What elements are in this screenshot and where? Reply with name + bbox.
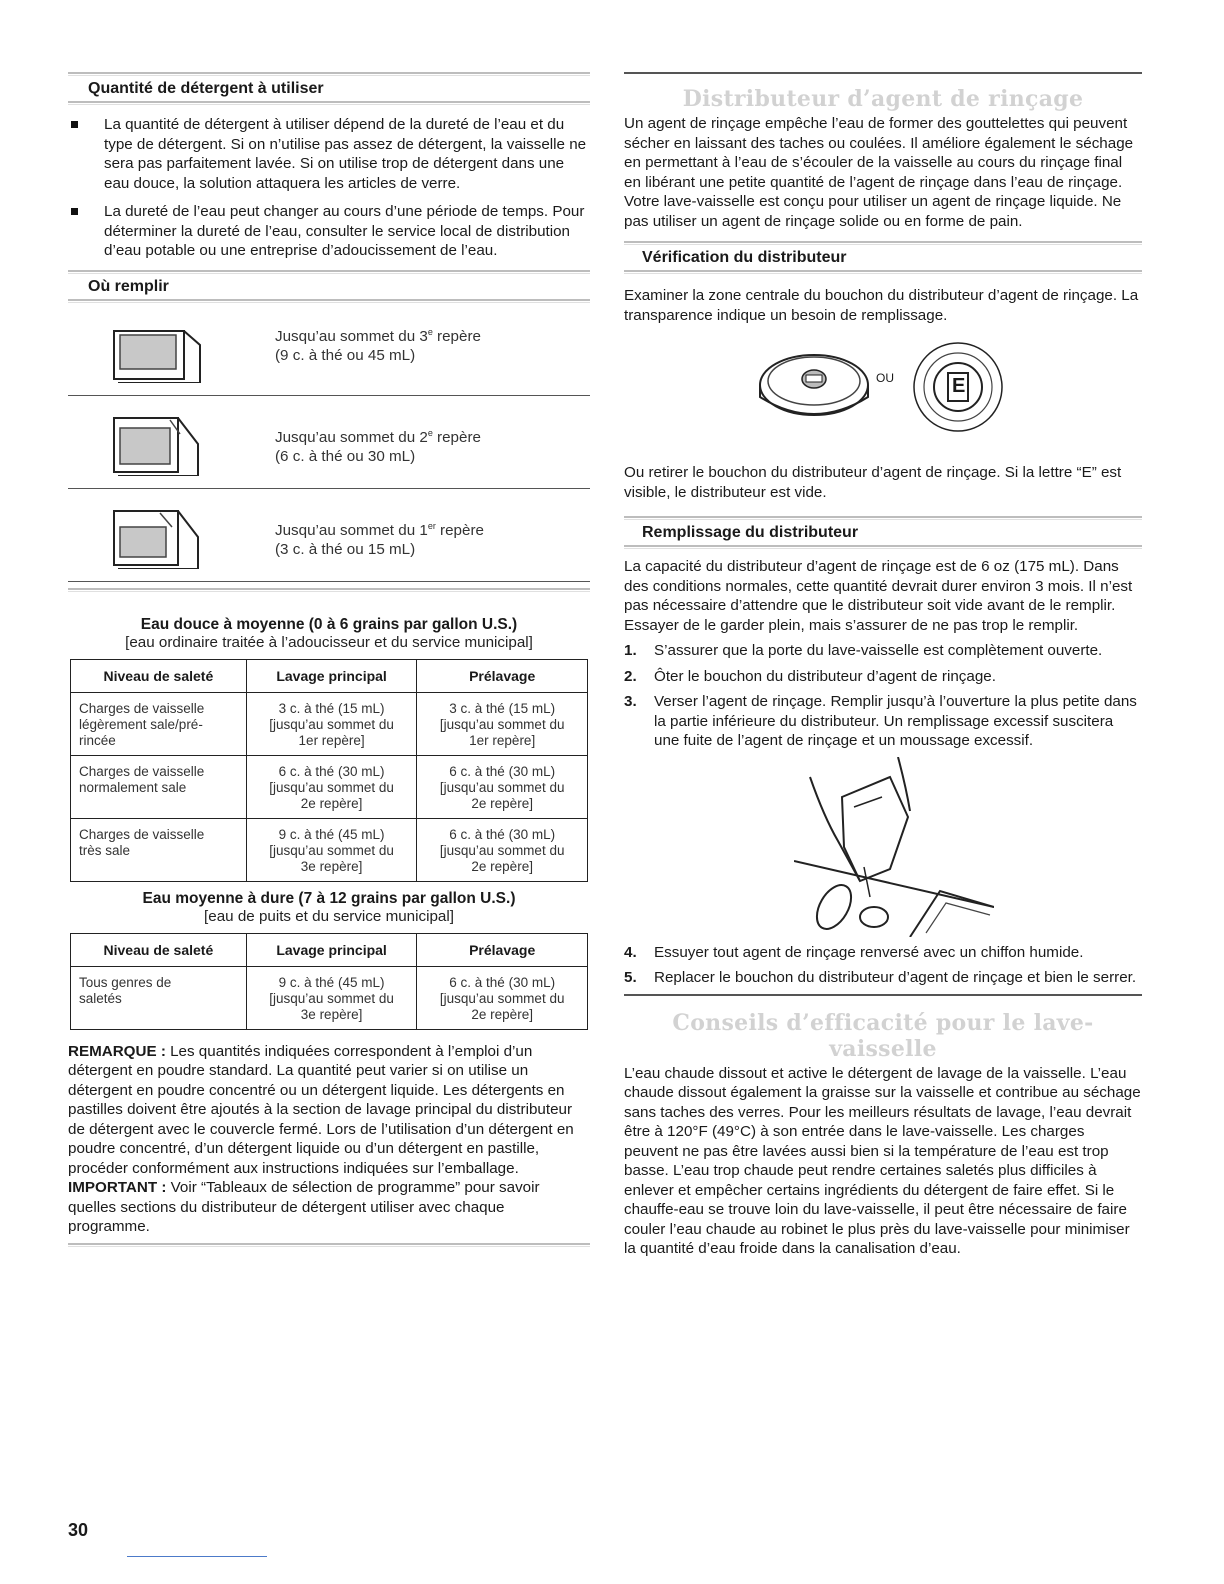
divider bbox=[624, 72, 1142, 74]
step-item: 3. Verser l’agent de rinçage. Remplir jusqu’à l’ouverture la plus petite dans la partie inférieure du distributeur. Un remplissage excessif suscitera une fuite de l’agent de rinçage et un moussage excessif. bbox=[624, 693, 1137, 749]
detergent-cup-two-thirds-icon bbox=[112, 414, 204, 476]
detergent-table-hard-water bbox=[70, 933, 588, 1030]
divider bbox=[68, 101, 590, 105]
rinse-cap-icon bbox=[754, 337, 874, 437]
col-header: Prélavage bbox=[417, 933, 588, 966]
table-row: Charges de vaisselle très sale 9 c. à thé (45 mL) [jusqu’au sommet du 3e repère] 6 c. à thé (30 mL) [jusqu’au sommet du 2e repère] bbox=[71, 818, 588, 881]
e-letter: E bbox=[952, 375, 966, 397]
divider bbox=[68, 588, 590, 592]
fill-level-line2: (3 c. à thé ou 15 mL) bbox=[275, 541, 416, 559]
table2-subtitle: [eau de puits et du service municipal] bbox=[204, 907, 454, 925]
tips-title: Conseils d’efficacité pour le lave-vaisselle bbox=[672, 1009, 1094, 1062]
fill-level-row bbox=[68, 313, 590, 396]
divider bbox=[68, 1243, 590, 1247]
cap-illustration bbox=[624, 333, 1142, 443]
check-text-2: Ou retirer le bouchon du distributeur d’agent de rinçage. Si la lettre “E” est visible, le distributeur est vide. bbox=[624, 464, 1122, 501]
detergent-table-soft-water bbox=[70, 659, 588, 882]
table1-title: Eau douce à moyenne (0 à 6 grains par gallon U.S.) bbox=[140, 615, 518, 633]
important-paragraph: IMPORTANT : Voir “Tableaux de sélection de programme” pour savoir quelles sections du distributeur de détergent utiliser avec chaque programme. bbox=[68, 1179, 540, 1235]
fill-level-line1: Jusqu’au sommet du 1er repère bbox=[275, 520, 484, 539]
fill-text: La capacité du distributeur d’agent de rinçage est de 6 oz (175 mL). Dans des conditions normales, cette quantité devrait durer environ 3 mois. Il n’est pas nécessaire d’attendre que le distributeur soit vide avant de le remplir. Essayer de le garder plein, mais s’assurer de ne pas trop le remplir. bbox=[624, 558, 1133, 634]
fill-levels bbox=[68, 313, 590, 582]
divider bbox=[624, 994, 1142, 996]
fill-level-row bbox=[68, 396, 590, 489]
detergent-bullets bbox=[68, 115, 590, 261]
page-number: 30 bbox=[68, 1520, 89, 1540]
fill-level-line2: (9 c. à thé ou 45 mL) bbox=[275, 347, 416, 365]
col-header: Prélavage bbox=[417, 659, 588, 692]
tips-text: L’eau chaude dissout et active le détergent de lavage de la vaisselle. L’eau chaude dissout également la graisse sur la vaisselle et contribue au séchage sans taches des verres. Pour les meilleurs résultats de lavage, l’eau devrait être à 120°F (49°C) à son entrée dans le lave-vaisselle. Les charges peuvent ne pas être lavées aussi bien si la température de l’eau est trop basse. L’eau trop chaude peut rendre certaines saletés plus difficiles à enlever et empêcher certains ingrédients du détergent de faire effet. Si le chauffe-eau se trouve loin du lave-vaisselle, il peut être nécessaire de faire couler l’eau chaude au robinet le plus près du lave-vaisselle pour minimiser la quantité d’eau froide dans la canalisation d’eau. bbox=[624, 1064, 1141, 1257]
where-heading: Où remplir bbox=[88, 277, 169, 295]
bullet-item: La dureté de l’eau peut changer au cours d’une période de temps. Pour déterminer la dureté de l’eau, consulter le service local de distribution d’eau potable ou une entreprise d’adoucissement de l’eau. bbox=[68, 202, 590, 261]
divider bbox=[624, 545, 1142, 549]
or-label: OU bbox=[876, 371, 894, 385]
footer-line bbox=[127, 1556, 267, 1557]
fill-level-line1: Jusqu’au sommet du 2e repère bbox=[275, 427, 481, 446]
bullet-item: La quantité de détergent à utiliser dépend de la dureté de l’eau et du type de détergent. Si on n’utilise pas assez de détergent, la vaisselle ne sera pas parfaitement lavée. Si on utilise trop de détergent dans une eau douce, la solution attaquera les articles de verre. bbox=[68, 115, 590, 193]
right-column bbox=[624, 0, 1142, 1259]
table2-caption bbox=[68, 890, 590, 925]
left-column bbox=[68, 0, 590, 1247]
divider bbox=[68, 299, 590, 303]
check-text: Examiner la zone centrale du bouchon du distributeur d’agent de rinçage. La transparence indique un besoin de remplissage. bbox=[624, 287, 1139, 324]
rinse-aid-intro: Un agent de rinçage empêche l’eau de former des gouttelettes qui peuvent sécher en laissant des taches ou coulées. Il améliore également le séchage en permettant à l’eau de s’écouler de la vaisselle au cours du rinçage final en libérant une petite quantité de l’agent de rinçage dans l’eau de rinçage. Votre lave-vaisselle est conçu pour utiliser un agent de rinçage liquide. Ne pas utiliser un agent de rinçage solide ou en forme de pain. bbox=[624, 115, 1134, 230]
col-header: Niveau de saleté bbox=[71, 933, 247, 966]
rinse-aid-title: Distributeur d’agent de rinçage bbox=[682, 86, 1084, 112]
check-heading: Vérification du distributeur bbox=[642, 249, 847, 266]
col-header: Niveau de saleté bbox=[71, 659, 247, 692]
table-row: Charges de vaisselle normalement sale 6 c. à thé (30 mL) [jusqu’au sommet du 2e repère] 6 c. à thé (30 mL) [jusqu’au sommet du 2e repère] bbox=[71, 755, 588, 818]
detergent-heading: Quantité de détergent à utiliser bbox=[88, 80, 324, 97]
step-item: 5. Replacer le bouchon du distributeur d’agent de rinçage et bien le serrer. bbox=[624, 969, 1137, 986]
fill-level-line1: Jusqu’au sommet du 3e repère bbox=[275, 326, 481, 345]
pouring-rinse-aid-illustration bbox=[794, 757, 994, 937]
col-header: Lavage principal bbox=[246, 659, 417, 692]
detergent-cup-full-icon bbox=[112, 327, 204, 383]
step-item: 1. S’assurer que la porte du lave-vaisselle est complètement ouverte. bbox=[624, 642, 1103, 659]
table1-caption bbox=[68, 616, 590, 651]
fill-level-row bbox=[68, 489, 590, 582]
fill-heading: Remplissage du distributeur bbox=[642, 524, 859, 541]
table1-subtitle: [eau ordinaire traitée à l’adoucisseur et du service municipal] bbox=[125, 633, 533, 651]
step-item: 2. Ôter le bouchon du distributeur d’agent de rinçage. bbox=[624, 667, 996, 685]
col-header: Lavage principal bbox=[246, 933, 417, 966]
divider bbox=[624, 270, 1142, 274]
detergent-cup-one-third-icon bbox=[112, 507, 204, 569]
step-item: 4. Essuyer tout agent de rinçage renversé avec un chiffon humide. bbox=[624, 943, 1084, 961]
table2-title: Eau moyenne à dure (7 à 12 grains par gallon U.S.) bbox=[142, 889, 516, 907]
fill-steps-continued bbox=[624, 943, 1142, 988]
fill-steps bbox=[624, 641, 1142, 751]
table-row: Tous genres de saletés 9 c. à thé (45 mL) [jusqu’au sommet du 3e repère] 6 c. à thé (30 mL) [jusqu’au sommet du 2e repère] bbox=[71, 966, 588, 1029]
note-paragraph: REMARQUE : Les quantités indiquées correspondent à l’emploi d’un détergent en poudre standard. La quantité peut varier si on utilise un détergent en poudre concentré ou un détergent liquide. Les détergents en pastilles doivent être ajoutés à la section de lavage principal du distributeur de détergent avec le couvercle fermé. Lors de l’utilisation d’un détergent en poudre concentré, d’un détergent liquide ou d’un détergent en pastille, procéder conformément aux instructions indiquées sur l’emballage. bbox=[68, 1042, 574, 1177]
fill-level-line2: (6 c. à thé ou 30 mL) bbox=[275, 448, 416, 466]
table-row: Charges de vaisselle légèrement sale/pré- rincée 3 c. à thé (15 mL) [jusqu’au sommet du 1er repère] 3 c. à thé (15 mL) [jusqu’au sommet du 1er repère] bbox=[71, 692, 588, 755]
